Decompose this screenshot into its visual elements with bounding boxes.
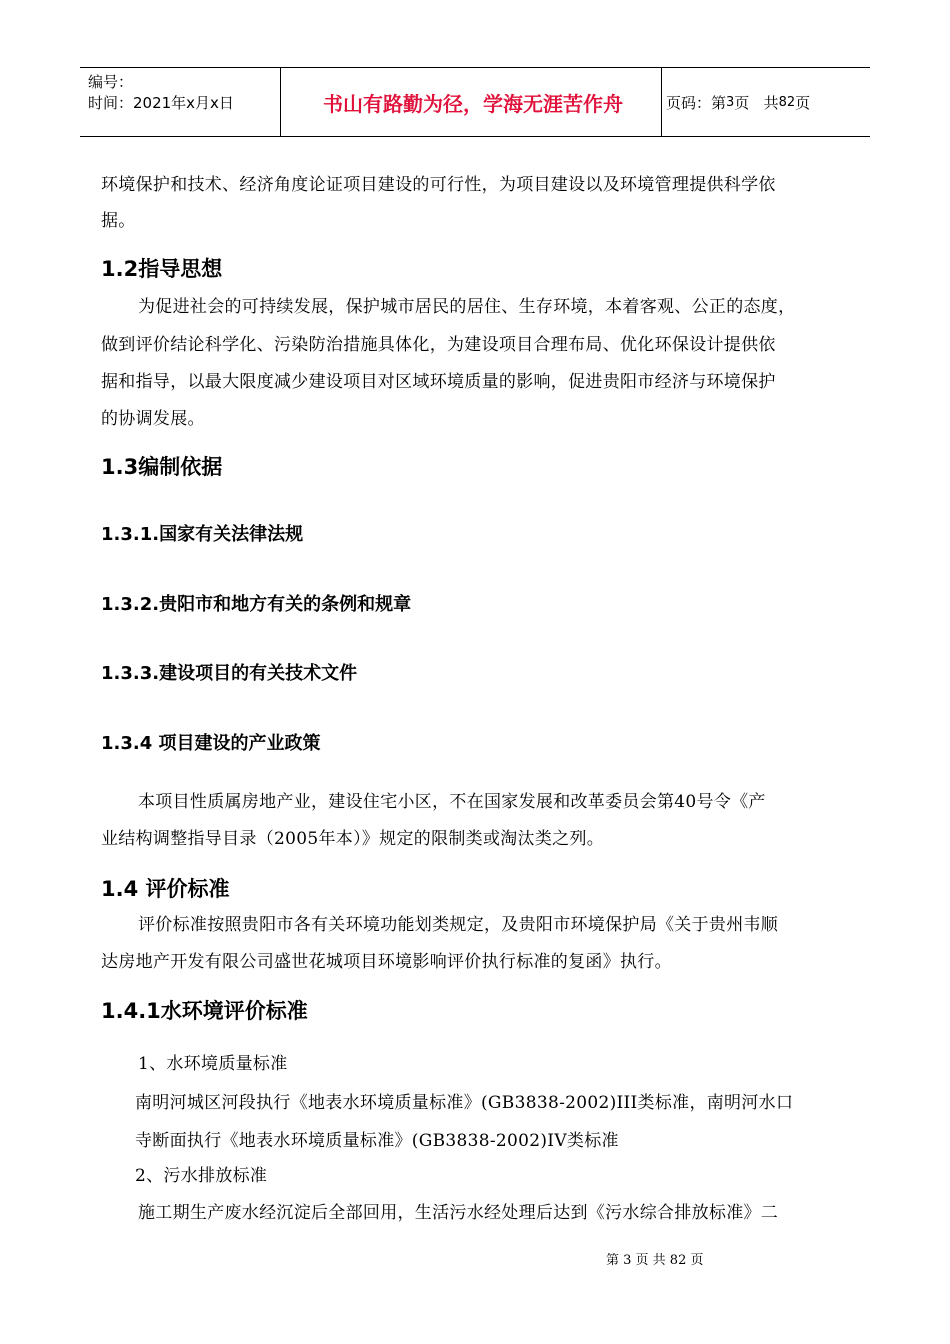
header-page-info [666, 68, 810, 136]
subsection-heading: 1.4.1水环境评价标准 [101, 999, 308, 1023]
header-motto: 书山有路勤为径，学海无涯苦作舟 [323, 91, 623, 116]
page-total: 82 [778, 94, 796, 110]
paragraph-line: 南明河城区河段执行《地表水环境质量标准》(GB3838-2002)III类标准，南明河水口 [135, 1093, 794, 1113]
list-item: 2、污水排放标准 [135, 1166, 268, 1186]
page-label: 页码：第 [666, 93, 727, 112]
page-footer: 第 3 页 共 82 页 [606, 1253, 704, 1268]
doc-date: 时间：2021年x月x日 [88, 94, 234, 112]
paragraph-line: 达房地产开发有限公司盛世花城项目环境影响评价执行标准的复函》执行。 [101, 952, 672, 972]
paragraph-line: 为促进社会的可持续发展，保护城市居民的居住、生存环境，本着客观、公正的态度， [138, 297, 796, 317]
page-header [80, 67, 870, 137]
paragraph-line: 本项目性质属房地产业，建设住宅小区，不在国家发展和改革委员会第40号令《产 [138, 792, 766, 812]
paragraph-line: 寺断面执行《地表水环境质量标准》(GB3838-2002)IV类标准 [135, 1131, 619, 1151]
section-heading: 1.4 评价标准 [101, 877, 230, 901]
section-heading: 1.3编制依据 [101, 455, 223, 479]
doc-number-label: 编号： [88, 73, 134, 91]
subsection-heading: 1.3.2.贵阳市和地方有关的条例和规章 [101, 594, 412, 615]
paragraph-line: 据和指导，以最大限度减少建设项目对区域环境质量的影响，促进贵阳市经济与环境保护 [101, 372, 776, 392]
subsection-heading: 1.3.1.国家有关法律法规 [101, 524, 304, 545]
page-mid: 页 共 [734, 93, 779, 112]
paragraph-line: 施工期生产废水经沉淀后全部回用，生活污水经处理后达到《污水综合排放标准》二 [138, 1203, 779, 1223]
header-divider [661, 68, 662, 136]
header-meta [88, 72, 234, 114]
paragraph-line: 的协调发展。 [101, 409, 205, 429]
page-end: 页 [795, 93, 811, 112]
page-current: 3 [726, 94, 735, 110]
section-heading: 1.2指导思想 [101, 257, 223, 281]
subsection-heading: 1.3.3.建设项目的有关技术文件 [101, 663, 358, 684]
paragraph-line: 做到评价结论科学化、污染防治措施具体化，为建设项目合理布局、优化环保设计提供依 [101, 335, 776, 355]
paragraph-line: 据。 [101, 211, 136, 231]
paragraph-line: 业结构调整指导目录（2005年本）》规定的限制类或淘汰类之列。 [101, 829, 605, 849]
paragraph-line: 环境保护和技术、经济角度论证项目建设的可行性，为项目建设以及环境管理提供科学依 [101, 175, 776, 195]
list-item: 1、水环境质量标准 [138, 1054, 288, 1074]
paragraph-line: 评价标准按照贵阳市各有关环境功能划类规定，及贵阳市环境保护局《关于贵州韦顺 [138, 915, 779, 935]
subsection-heading: 1.3.4 项目建设的产业政策 [101, 733, 321, 754]
header-divider [280, 68, 281, 136]
